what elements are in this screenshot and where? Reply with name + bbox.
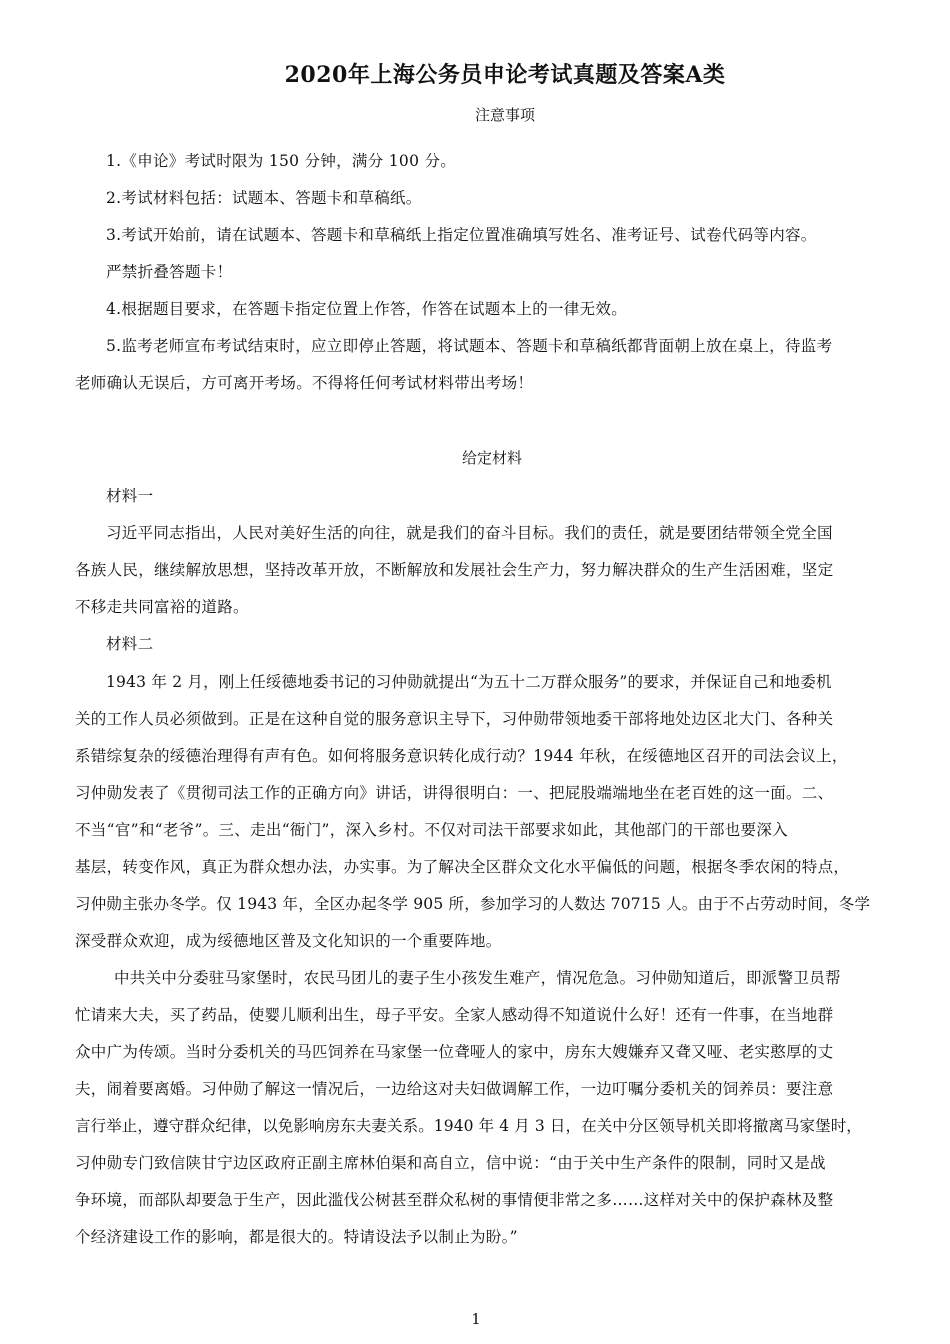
paragraph-line: 1943 年 2 月，刚上任绥德地委书记的习仲勋就提出“为五十二万群众服务”的要求，并保证自己和地委机 [106,673,832,691]
paragraph-line: 个经济建设工作的影响，都是很大的。特请设法予以制止为盼。” [75,1228,518,1246]
paragraph-line: 习仲勋专门致信陕甘宁边区政府正副主席林伯渠和高自立，信中说：“由于关中生产条件的限制，同时又是战 [75,1154,826,1172]
paragraph-line: 习仲勋发表了《贯彻司法工作的正确方向》讲话，讲得很明白：一、把屁股端端地坐在老百姓的这一面。二、 [75,784,834,802]
note-line: 5.监考老师宣布考试结束时，应立即停止答题，将试题本、答题卡和草稿纸都背面朝上放在桌上，待监考 [106,337,833,355]
material-1-label: 材料一 [106,487,154,505]
note-line: 老师确认无误后，方可离开考场。不得将任何考试材料带出考场！ [75,374,534,392]
material-2-label: 材料二 [106,635,154,653]
paragraph-line: 不移走共同富裕的道路。 [75,598,249,616]
paragraph-line: 言行举止，遵守群众纪律，以免影响房东夫妻关系。1940 年 4 月 3 日，在关中分区领导机关即将撤离马家堡时， [75,1117,862,1135]
note-line: 3.考试开始前，请在试题本、答题卡和草稿纸上指定位置准确填写姓名、准考证号、试卷代码等内容。 [106,226,817,244]
note-line: 严禁折叠答题卡！ [106,263,233,281]
paragraph-line: 系错综复杂的绥德治理得有声有色。如何将服务意识转化成行动？1944 年秋，在绥德地区召开的司法会议上， [75,747,848,765]
paragraph-line: 中共关中分委驻马家堡时，农民马团儿的妻子生小孩发生难产，情况危急。习仲勋知道后，即派警卫员帮 [114,969,841,987]
paragraph-line: 关的工作人员必须做到。正是在这种自觉的服务意识主导下，习仲勋带领地委干部将地处边区北大门、各种关 [75,710,834,728]
paragraph-line: 基层，转变作风，真正为群众想办法，办实事。为了解决全区群众文化水平偏低的问题，根据冬季农闲的特点， [75,858,850,876]
notes-heading: 注意事项 [474,106,535,124]
paragraph-line: 众中广为传颂。当时分委机关的马匹饲养在马家堡一位聋哑人的家中，房东大嫂嫌弃又聋又哑、老实憨厚的丈 [75,1043,834,1061]
page-number: 1 [471,1310,481,1328]
paragraph-line: 习仲勋主张办冬学。仅 1943 年，全区办起冬学 905 所，参加学习的人数达 70715 人。由于不占劳动时间，冬学 [75,895,871,913]
paragraph-line: 夫，闹着要离婚。习仲勋了解这一情况后，一边给这对夫妇做调解工作，一边叮嘱分委机关的饲养员：要注意 [75,1080,834,1098]
paragraph-line: 争环境，而部队却要急于生产，因此滥伐公树甚至群众私树的事情便非常之多……这样对关中的保护森林及整 [75,1191,834,1209]
paragraph-line: 习近平同志指出，人民对美好生活的向往，就是我们的奋斗目标。我们的责任，就是要团结带领全党全国 [106,524,833,542]
paragraph-line: 各族人民，继续解放思想，坚持改革开放，不断解放和发展社会生产力，努力解决群众的生产生活困难，坚定 [75,561,834,579]
materials-heading: 给定材料 [461,449,522,467]
paragraph-line: 不当“官”和“老爷”。三、走出“衙门”，深入乡村。不仅对司法干部要求如此，其他部门的干部也要深入 [75,821,788,839]
page-title: 2020年上海公务员申论考试真题及答案A类 [284,62,726,88]
note-line: 2.考试材料包括：试题本、答题卡和草稿纸。 [106,189,422,207]
paragraph-line: 深受群众欢迎，成为绥德地区普及文化知识的一个重要阵地。 [75,932,502,950]
note-line: 4.根据题目要求，在答题卡指定位置上作答，作答在试题本上的一律无效。 [106,300,627,318]
note-line: 1.《申论》考试时限为 150 分钟，满分 100 分。 [106,152,457,170]
paragraph-line: 忙请来大夫，买了药品，使婴儿顺利出生，母子平安。全家人感动得不知道说什么好！还有一件事，在当地群 [75,1006,834,1024]
